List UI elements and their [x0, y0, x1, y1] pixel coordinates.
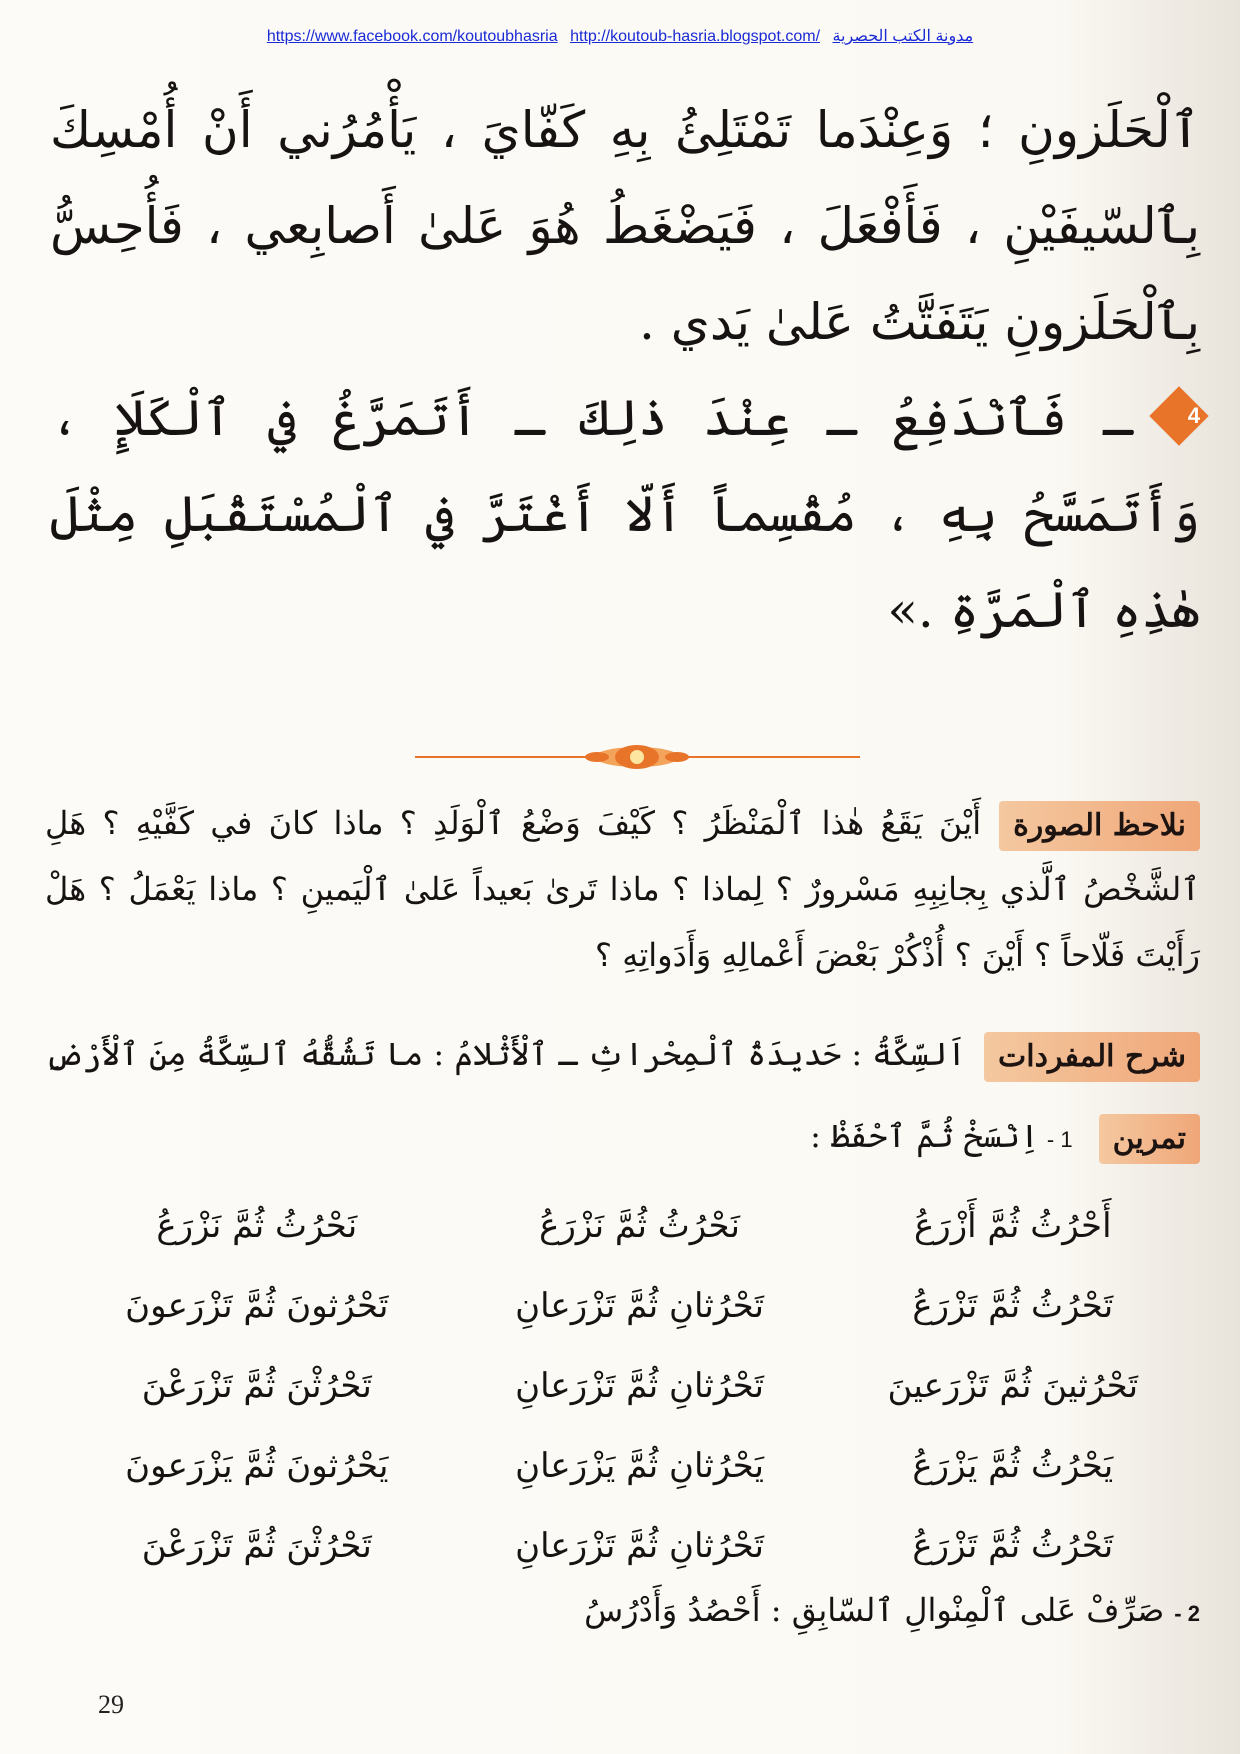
facebook-link[interactable]: https://www.facebook.com/koutoubhasria — [266, 28, 558, 45]
watermark-links — [240, 26, 1000, 46]
story-paragraph-4 — [50, 370, 1200, 658]
vocabulary-tag: شرح المفردات — [984, 1032, 1200, 1082]
vocabulary-section — [45, 1024, 1200, 1084]
conjugation-cell: تَحْرُثانِ ثُمَّ تَزْرَعانِ — [515, 1366, 765, 1406]
conjugation-row — [60, 1346, 1200, 1426]
exercise-2-number: 2 - — [1174, 1601, 1200, 1626]
conjugation-row — [60, 1266, 1200, 1346]
conjugation-cell: تَحْرُثُ ثُمَّ تَزْرَعُ — [912, 1286, 1114, 1326]
conjugation-cell: نَحْرُثُ ثُمَّ نَزْرَعُ — [539, 1206, 740, 1246]
conjugation-cell: تَحْرُثينَ ثُمَّ تَزْرَعينَ — [887, 1366, 1139, 1406]
conjugation-row — [60, 1426, 1200, 1506]
observe-picture-tag: نلاحظ الصورة — [999, 801, 1200, 851]
paragraph-number: 4 — [1187, 403, 1200, 428]
exercise-section — [45, 1106, 1200, 1170]
conjugation-table — [60, 1186, 1200, 1586]
exercise-tag: تمرين — [1099, 1114, 1200, 1164]
conjugation-cell: يَحْرُثونَ ثُمَّ يَزْرَعونَ — [125, 1446, 389, 1486]
conjugation-cell: نَحْرُثُ ثُمَّ نَزْرَعُ — [156, 1206, 358, 1246]
conjugation-row — [60, 1186, 1200, 1266]
conjugation-cell: أَحْرُثُ ثُمَّ أَزْرَعُ — [914, 1206, 1112, 1246]
exercise-2-text: صَرِّفْ عَلى ٱلْمِنْوالِ ٱلسّابِقِ : أَحْصُدُ وَأَدْرُسُ — [584, 1591, 1165, 1629]
exercise-number: 1 - — [1046, 1127, 1073, 1152]
blog-link[interactable]: http://koutoub-hasria.blogspot.com/ — [570, 28, 821, 45]
section-divider-ornament — [415, 742, 860, 772]
conjugation-cell: يَحْرُثانِ ثُمَّ يَزْرَعانِ — [515, 1446, 765, 1486]
conjugation-cell: يَحْرُثُ ثُمَّ يَزْرَعُ — [912, 1446, 1114, 1486]
exercise-2 — [45, 1580, 1200, 1644]
page-number: 29 — [98, 1690, 124, 1719]
conjugation-cell: تَحْرُثُ ثُمَّ تَزْرَعُ — [912, 1526, 1114, 1566]
vocabulary-text: اَلسِّكَّةُ : حَديدَةُ ٱلْمِحْراثِ ـ ٱلْأَثْلامُ : ما تَشُقُّهُ ٱلسِّكَّةُ مِنَ ٱلْأَرْضِ — [45, 1035, 967, 1073]
story-paragraph-4-text: ـ فَٱنْدَفِعُ ـ عِنْدَ ذٰلِكَ ـ أَتَمَرَّغُ في ٱلْكَلَإِ ، وَأَتَمَسَّحُ بِهِ ، مُقْسِماً أَلّا أَغْتَرَّ في ٱلْمُسْتَقْبَلِ مِثْلَ هٰذِهِ ٱلْمَرَّةِ .» — [50, 389, 1200, 639]
conjugation-cell: تَحْرُثْنَ ثُمَّ تَزْرَعْنَ — [141, 1366, 372, 1406]
conjugation-cell: تَحْرُثونَ ثُمَّ تَزْرَعونَ — [125, 1286, 389, 1326]
conjugation-cell: تَحْرُثانِ ثُمَّ تَزْرَعانِ — [515, 1526, 765, 1566]
exercise-instruction: اِنْسَخْ ثُمَّ ٱحْفَظْ : — [810, 1117, 1039, 1155]
paragraph-number-badge — [1149, 386, 1208, 445]
observe-questions: أَيْنَ يَقَعُ هٰذا ٱلْمَنْظَرُ ؟ كَيْفَ وَضْعُ ٱلْوَلَدِ ؟ ماذا كانَ في كَفَّيْهِ ؟ هَلِ ٱلشَّخْصُ ٱلَّذي بِجانِبِهِ مَسْرورٌ ؟ لِماذا ؟ ماذا تَرىٰ بَعيداً عَلىٰ ٱلْيَمينِ ؟ ماذا يَعْمَلُ ؟ هَلْ رَأَيْتَ فَلّاحاً ؟ أَيْنَ ؟ أُذْكُرْ بَعْضَ أَعْمالِهِ وَأَدَواتِهِ ؟ — [45, 804, 1200, 974]
conjugation-cell: تَحْرُثانِ ثُمَّ تَزْرَعانِ — [515, 1286, 765, 1326]
story-text — [50, 82, 1200, 658]
story-paragraph-3: ٱلْحَلَزونِ ؛ وَعِنْدَما تَمْتَلِئُ بِهِ كَفّايَ ، يَأْمُرُني أَنْ أُمْسِكَ بِٱلسّيفَيْنِ ، فَأَفْعَلَ ، فَيَضْغَطُ هُوَ عَلىٰ أَصابِعي ، فَأُحِسُّ بِٱلْحَلَزونِ يَتَفَتَّتُ عَلىٰ يَدي . — [50, 101, 1200, 351]
conjugation-cell: تَحْرُثْنَ ثُمَّ تَزْرَعْنَ — [141, 1526, 372, 1566]
blog-name-link[interactable]: مدونة الكتب الحصرية — [832, 28, 974, 45]
conjugation-row — [60, 1506, 1200, 1586]
observe-picture-section — [45, 790, 1200, 988]
